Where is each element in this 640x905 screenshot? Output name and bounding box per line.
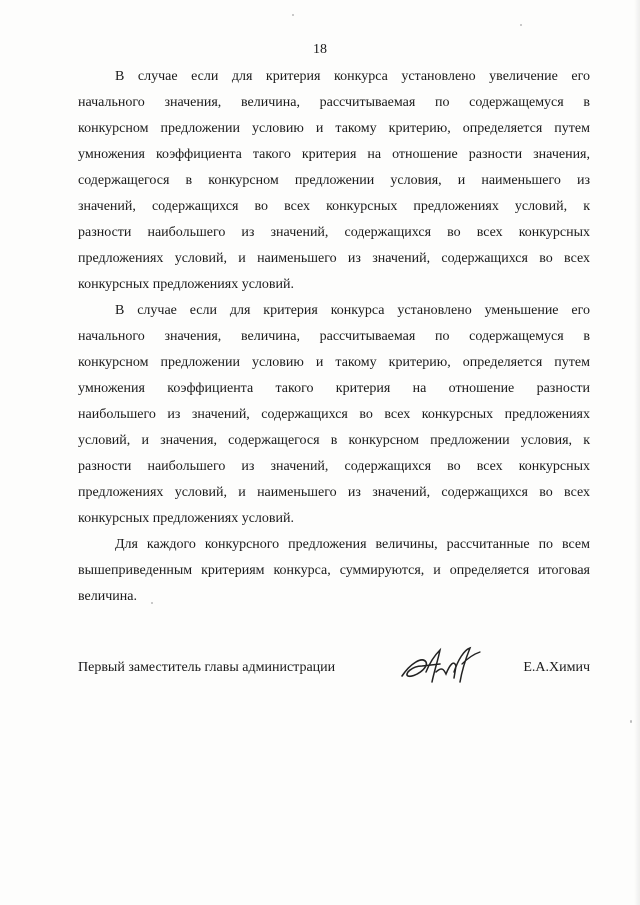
text-line: конкурсных предложениях условий.: [78, 277, 295, 292]
scan-speck: [630, 720, 632, 723]
signatory-name: Е.А.Химич: [523, 660, 590, 675]
text-line: наибольшего из значений, содержащихся во всех конкурсных предложениях: [78, 407, 590, 422]
text-line: предложениях условий, и наименьшего из значений, содержащихся во всех: [78, 251, 590, 266]
paragraph-decrease-criterion: [78, 298, 590, 532]
signature-block: [78, 648, 590, 698]
text-line: конкурсном предложении условию и такому критерию, определяется путем: [78, 355, 590, 370]
text-line: разности наибольшего из значений, содержащихся во всех конкурсных: [78, 225, 590, 240]
text-line: умножения коэффициента такого критерия на отношение разности: [78, 381, 590, 396]
text-line: В случае если для критерия конкурса установлено уменьшение его: [115, 303, 590, 318]
scan-speck: [520, 24, 522, 26]
text-line: конкурсном предложении условию и такому критерию, определяется путем: [78, 121, 590, 136]
text-line: начального значения, величина, рассчитываемая по содержащемуся в: [78, 329, 590, 344]
signatory-title: Первый заместитель главы администрации: [78, 660, 336, 675]
scan-edge-shadow: [634, 0, 640, 905]
scan-speck: [292, 14, 294, 16]
text-line: конкурсных предложениях условий.: [78, 511, 295, 526]
scan-speck: [151, 602, 153, 604]
handwritten-signature-icon: [396, 642, 484, 692]
text-line: предложениях условий, и наименьшего из значений, содержащихся во всех: [78, 485, 590, 500]
text-line: содержащегося в конкурсном предложении условия, и наименьшего из: [78, 173, 590, 188]
text-line: значений, содержащихся во всех конкурсных предложениях условий, к: [78, 199, 590, 214]
text-line: Для каждого конкурсного предложения величины, рассчитанные по всем: [115, 537, 590, 552]
text-line: умножения коэффициента такого критерия на отношение разности значения,: [78, 147, 590, 162]
text-line: разности наибольшего из значений, содержащихся во всех конкурсных: [78, 459, 590, 474]
page-number: 18: [313, 42, 327, 57]
document-body: [78, 64, 590, 610]
text-line: В случае если для критерия конкурса установлено увеличение его: [115, 69, 590, 84]
text-line: условий, и значения, содержащегося в конкурсном предложении условия, к: [78, 433, 590, 448]
paragraph-increase-criterion: [78, 64, 590, 298]
paragraph-summation: [78, 532, 590, 610]
text-line: вышеприведенным критериям конкурса, суммируются, и определяется итоговая: [78, 563, 590, 578]
text-line: начального значения, величина, рассчитываемая по содержащемуся в: [78, 95, 590, 110]
text-line: величина.: [78, 589, 137, 604]
